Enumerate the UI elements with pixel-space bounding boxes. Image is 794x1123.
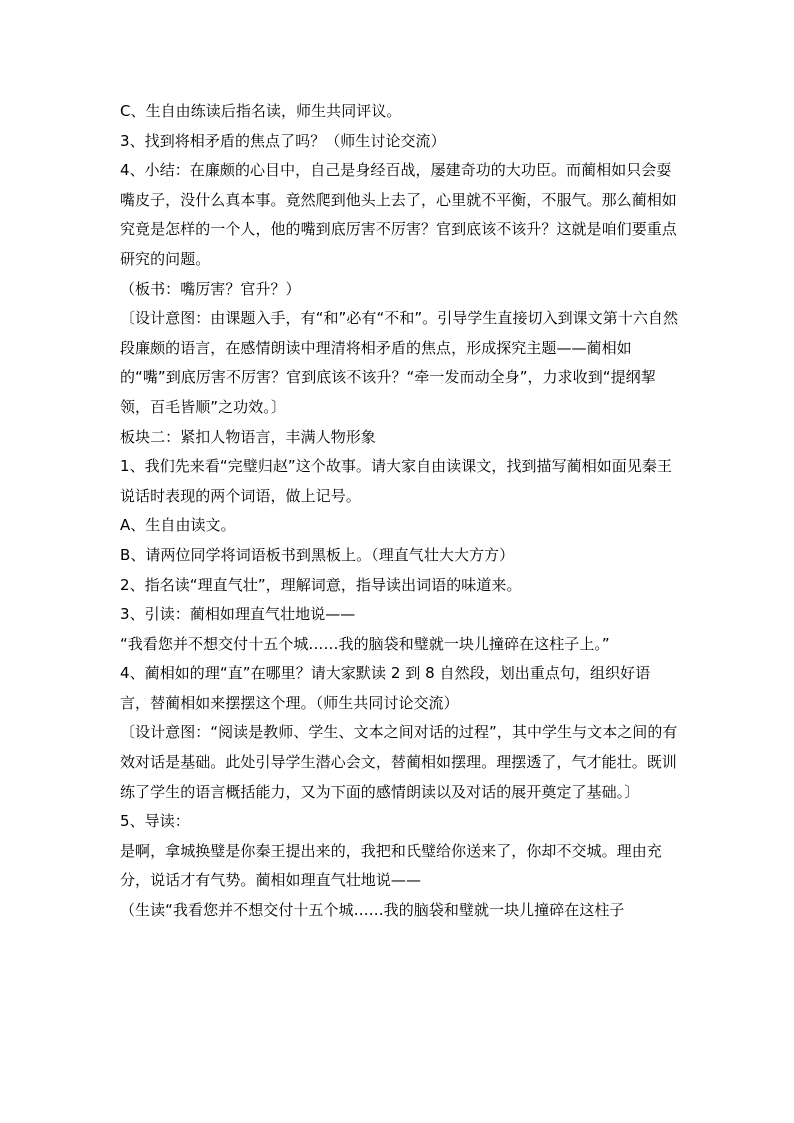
paragraph-step-a: A、生自由读文。: [120, 516, 236, 535]
paragraph-design-intent-1: 〔设计意图：由课题入手，有“和”必有“不和”。引导学生直接切入到课文第十六自然段廉颇的语言，在感情朗读中理清将相矛盾的焦点，形成探究主题——蔺相如的“嘴”到底厉害不厉害？官到底该不该升？“牵一发而动全身”，力求收到“提纲挈领，百毛皆顺”之功效。〕: [120, 309, 679, 416]
paragraph-step-1: 1、我们先来看“完璧归赵”这个故事。请大家自由读课文，找到描写蔺相如面见秦王说话时表现的两个词语，做上记号。: [120, 457, 672, 505]
document-body: [120, 97, 680, 926]
paragraph-step-2: 2、指名读“理直气壮”，理解词意，指导读出词语的味道来。: [120, 575, 522, 594]
section-heading-block-two: 板块二：紧扣人物语言，丰满人物形象: [120, 427, 376, 446]
paragraph-design-intent-2: 〔设计意图：“阅读是教师、学生、文本之间对话的过程”，其中学生与文本之间的有效对话是基础。此处引导学生潜心会文，替蔺相如摆理。理摆透了，气才能壮。既训练了学生的语言概括能力，又为下面的感情朗读以及对话的展开奠定了基础。〕: [120, 723, 678, 801]
paragraph-summary: 4、小结：在廉颇的心目中，自己是身经百战，屡建奇功的大功臣。而蔺相如只会耍嘴皮子，没什么真本事。竟然爬到他头上去了，心里就不平衡，不服气。那么蔺相如究竟是怎样的一个人，他的嘴到底厉害不厉害？官到底该不该升？这就是咱们要重点研究的问题。: [120, 161, 677, 268]
paragraph-find-conflict-focus: 3、找到将相矛盾的焦点了吗？（师生讨论交流）: [120, 131, 446, 150]
paragraph-c-practice-reading: C、生自由练读后指名读，师生共同评议。: [120, 102, 402, 120]
paragraph-step-4: 4、蔺相如的理“直”在哪里？请大家默读 2 到 8 自然段，划出重点句，组织好语言，替蔺相如来摆摆这个理。（师生共同讨论交流）: [120, 664, 651, 712]
paragraph-board-note: （板书：嘴厉害？官升？）: [120, 279, 301, 298]
paragraph-guided-reading: 是啊，拿城换璧是你秦王提出来的，我把和氏璧给你送来了，你却不交城。理由充分，说话才有气势。蔺相如理直气壮地说——: [120, 841, 662, 890]
paragraph-student-reading: （生读“我看您并不想交付十五个城……我的脑袋和璧就一块儿撞碎在这柱子: [120, 901, 625, 920]
paragraph-step-5: 5、导读：: [120, 812, 190, 831]
paragraph-quote-1: “我看您并不想交付十五个城……我的脑袋和璧就一块儿撞碎在这柱子上。”: [120, 634, 610, 653]
paragraph-step-b: B、请两位同学将词语板书到黑板上。（理直气壮大大方方）: [120, 545, 515, 564]
paragraph-step-3: 3、引读：蔺相如理直气壮地说——: [120, 605, 356, 624]
